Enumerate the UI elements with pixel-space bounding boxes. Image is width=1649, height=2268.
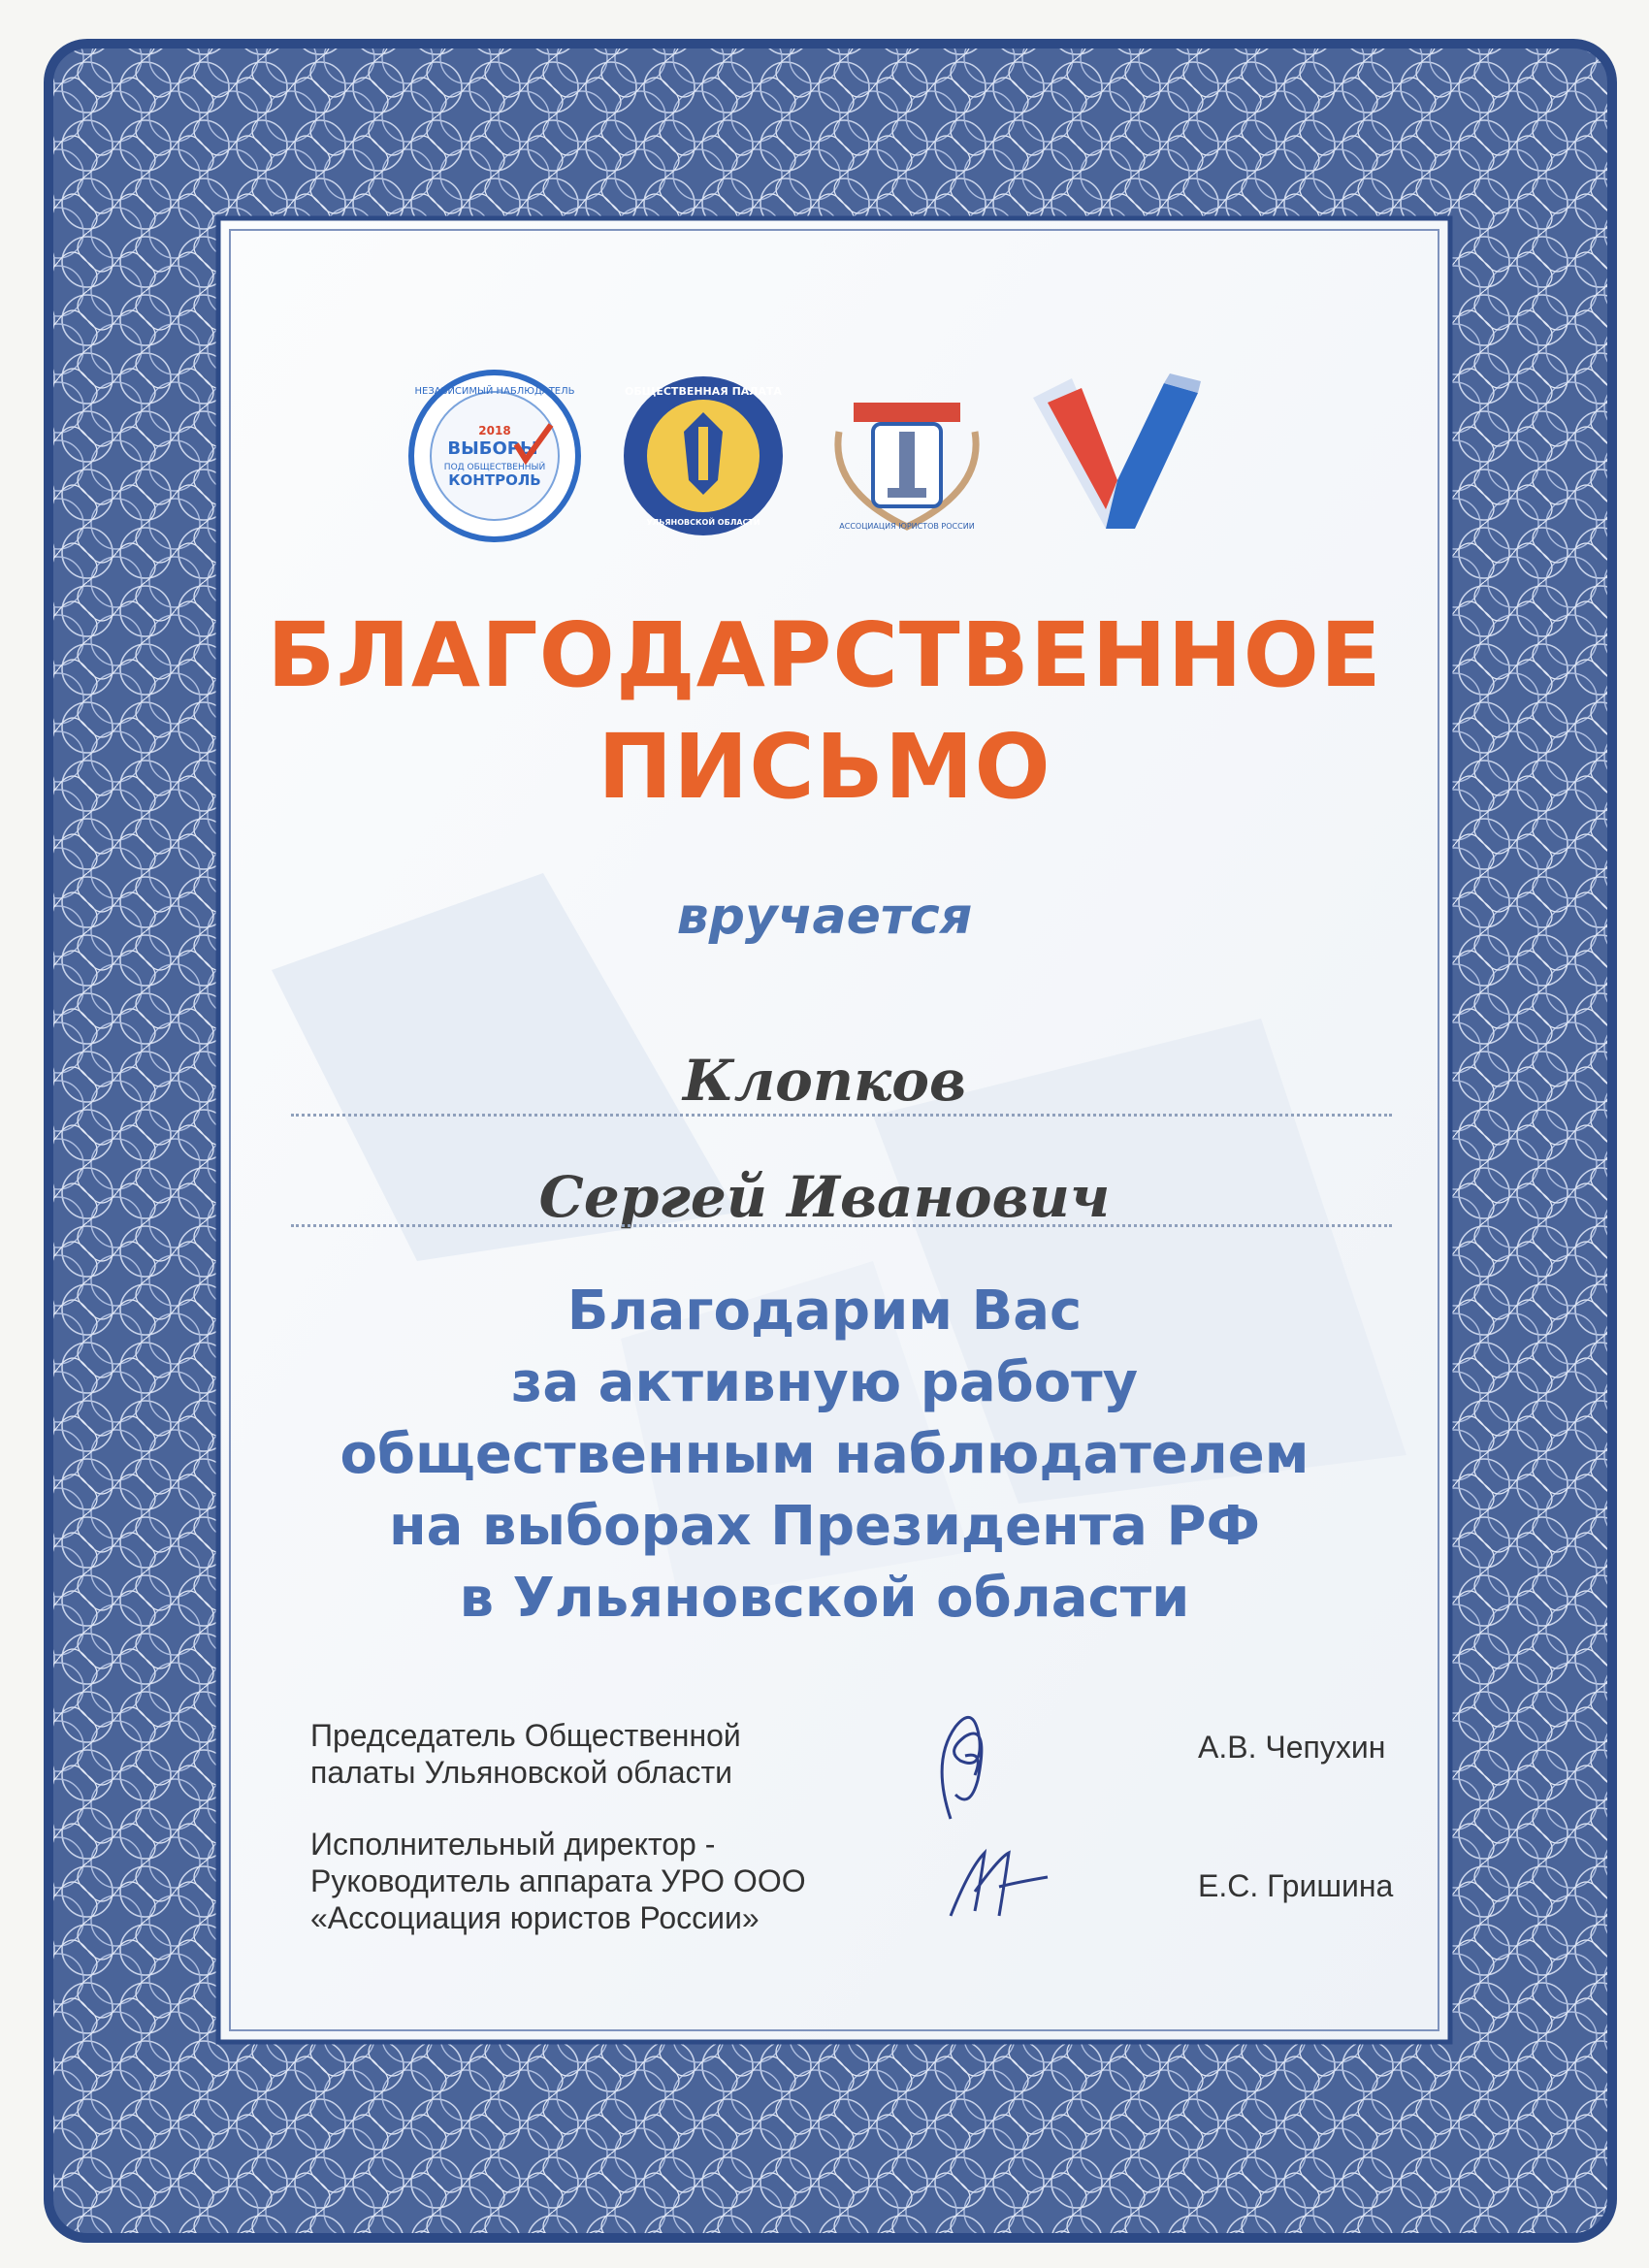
signature-1 xyxy=(922,1702,1009,1829)
thanks-line: в Ульяновской области xyxy=(459,1567,1190,1630)
signatory-2-position xyxy=(310,1826,806,1936)
signatory-1-position xyxy=(310,1717,741,1791)
observer-logo xyxy=(407,369,582,543)
position-line: палаты Ульяновской области xyxy=(310,1755,733,1790)
thanks-line: общественным наблюдателем xyxy=(340,1423,1310,1486)
signatory-1-name: А.В. Чепухин xyxy=(1198,1730,1386,1765)
position-line: Исполнительный директор - xyxy=(310,1827,716,1862)
position-line: Руководитель аппарата УРО ООО xyxy=(310,1863,806,1898)
thanks-line: на выборах Президента РФ xyxy=(388,1495,1261,1558)
observer-logo-arc: НЕЗАВИСИМЫЙ НАБЛЮДАТЕЛЬ xyxy=(414,386,575,397)
recipient-given-names: Сергей Иванович xyxy=(538,1164,1111,1230)
position-line: Председатель Общественной xyxy=(310,1718,741,1753)
thanks-line: Благодарим Вас xyxy=(566,1280,1083,1343)
observer-logo-line2: ПОД ОБЩЕСТВЕННЫЙ xyxy=(443,463,546,472)
public-chamber-logo xyxy=(621,373,786,538)
position-line: «Ассоциация юристов России» xyxy=(310,1900,760,1935)
public-chamber-logo-arc: ОБЩЕСТВЕННАЯ ПАЛАТА xyxy=(625,385,782,398)
observer-logo-line3: КОНТРОЛЬ xyxy=(448,471,541,489)
observer-logo-year: 2018 xyxy=(478,424,511,437)
lawyers-association-logo-text: АССОЦИАЦИЯ ЮРИСТОВ РОССИИ xyxy=(839,522,975,531)
certificate-title-line1: БЛАГОДАРСТВЕННОЕ xyxy=(267,603,1382,707)
given-names-dotted-line xyxy=(291,1224,1392,1227)
recipient-surname: Клопков xyxy=(682,1048,967,1114)
certificate-title-line2: ПИСЬМО xyxy=(598,715,1051,819)
signature-2 xyxy=(941,1848,1067,1926)
v-mark-logo xyxy=(1028,373,1203,538)
surname-dotted-line xyxy=(291,1114,1392,1117)
public-chamber-logo-bottom: УЛЬЯНОВСКОЙ ОБЛАСТИ xyxy=(646,518,760,527)
lawyers-association-logo xyxy=(820,373,994,538)
awarded-to-label: вручается xyxy=(676,888,973,946)
observer-logo-line1: ВЫБОРЫ xyxy=(447,438,538,459)
thanks-text xyxy=(209,1276,1440,1635)
signatory-2-name: Е.С. Гришина xyxy=(1198,1868,1394,1903)
thanks-line: за активную работу xyxy=(510,1351,1139,1414)
